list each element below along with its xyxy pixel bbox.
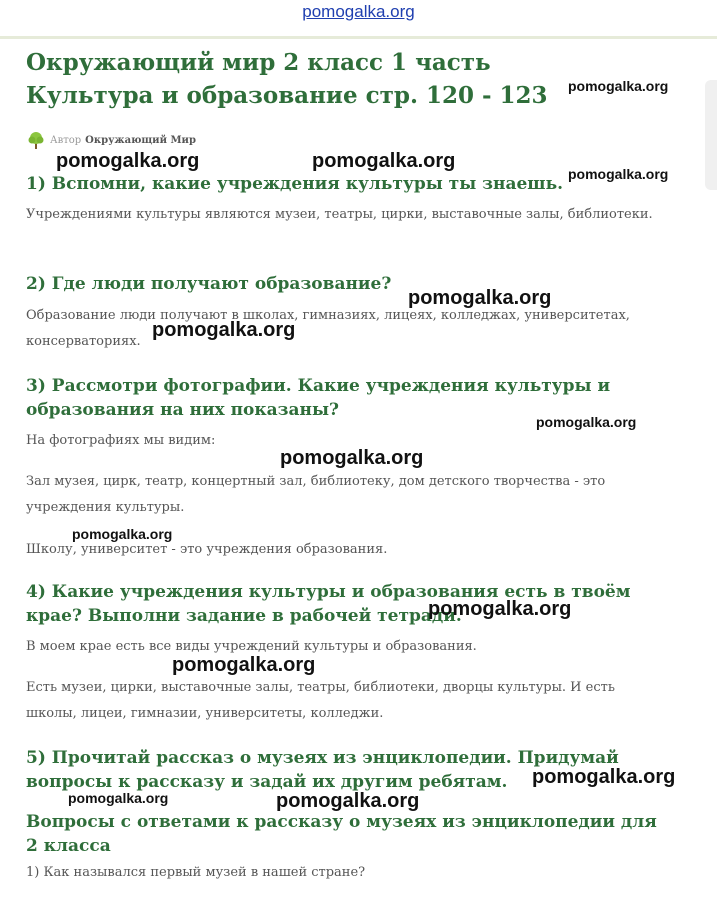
watermark: pomogalka.org: [152, 319, 296, 341]
watermark: pomogalka.org: [68, 790, 169, 806]
author-line: [26, 130, 196, 150]
answer-3-education: Школу, университет - это учреждения образования.: [26, 542, 388, 557]
page-title: Окружающий мир 2 класс 1 часть Культура и образование стр. 120 - 123: [26, 49, 548, 109]
question-4: 4) Какие учреждения культуры и образования есть в твоём крае? Выполни задание в рабочей тетради.: [26, 582, 631, 626]
watermark: pomogalka.org: [428, 598, 572, 620]
author-label: Автор: [50, 134, 82, 146]
watermark: pomogalka.org: [536, 414, 637, 430]
answer-3-culture: Зал музея, цирк, театр, концертный зал, библиотеку, дом детского творчества - это учреждения культуры.: [26, 474, 606, 515]
side-panel-tab[interactable]: [705, 80, 717, 190]
header-divider: [0, 36, 717, 39]
watermark: pomogalka.org: [280, 447, 424, 469]
watermark: pomogalka.org: [72, 526, 173, 542]
watermark: pomogalka.org: [172, 654, 316, 676]
watermark: pomogalka.org: [532, 766, 676, 788]
watermark: pomogalka.org: [276, 790, 420, 812]
question-1: 1) Вспомни, какие учреждения культуры ты знаешь.: [26, 174, 564, 194]
author-name[interactable]: Окружающий Мир: [85, 134, 196, 146]
watermark: pomogalka.org: [56, 150, 200, 172]
tree-icon: [26, 130, 46, 150]
answer-1: Учреждениями культуры являются музеи, театры, цирки, выставочные залы, библиотеки.: [26, 207, 653, 222]
answer-2: Образование люди получают в школах, гимназиях, лицеях, колледжах, университетах, консерваториях.: [26, 308, 630, 349]
question-3: 3) Рассмотри фотографии. Какие учреждения культуры и образования на них показаны?: [26, 376, 611, 420]
answer-4-intro: В моем крае есть все виды учреждений культуры и образования.: [26, 639, 477, 654]
watermark: pomogalka.org: [568, 78, 669, 94]
watermark: pomogalka.org: [312, 150, 456, 172]
watermark: pomogalka.org: [408, 287, 552, 309]
answer-3-intro: На фотографиях мы видим:: [26, 433, 216, 448]
subheading: Вопросы с ответами к рассказу о музеях из энциклопедии для 2 класса: [26, 812, 657, 856]
site-logo[interactable]: pomogalka.org: [302, 2, 415, 21]
question-5: 5) Прочитай рассказ о музеях из энциклопедии. Придумай вопросы к рассказу и задай их другим ребятам.: [26, 748, 619, 792]
answer-4-list: Есть музеи, цирки, выставочные залы, театры, библиотеки, дворцы культуры. И есть школы, лицеи, гимназии, университеты, колледжи.: [26, 680, 615, 721]
question-2: 2) Где люди получают образование?: [26, 274, 392, 294]
watermark: pomogalka.org: [568, 166, 669, 182]
subquestion-1: 1) Как назывался первый музей в нашей стране?: [26, 865, 366, 880]
